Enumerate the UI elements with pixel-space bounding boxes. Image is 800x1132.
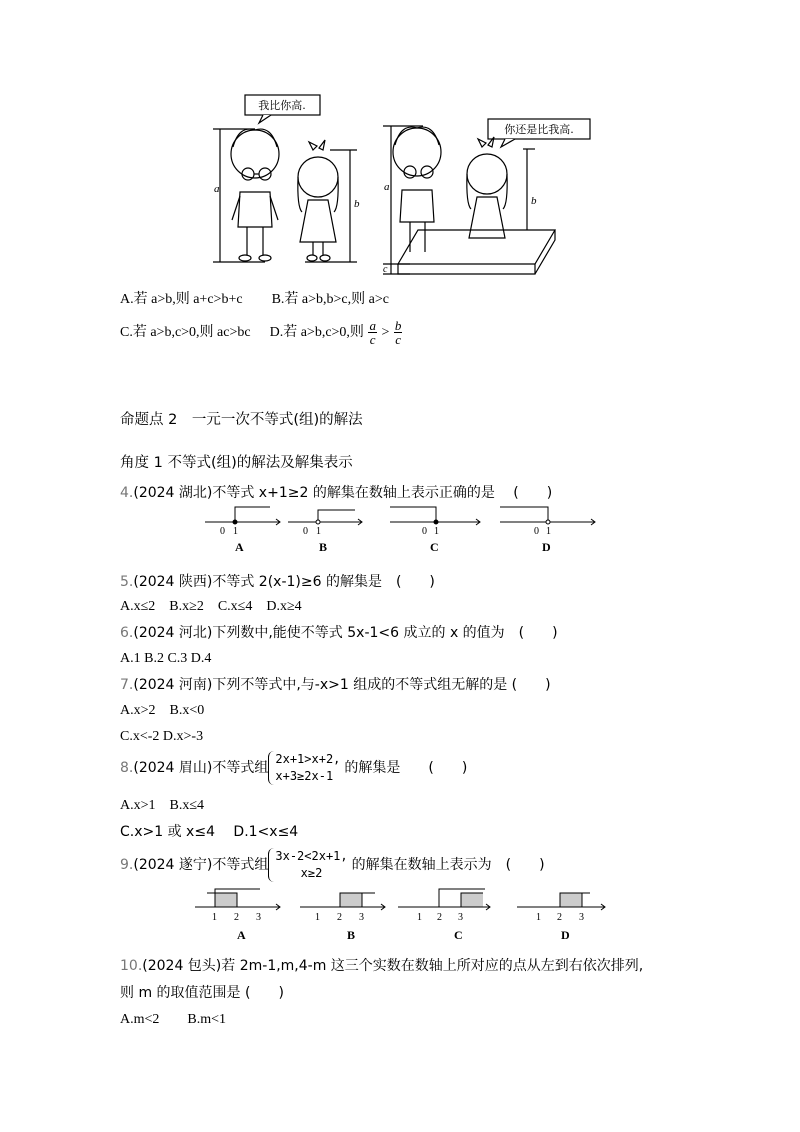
q4-label-d: D: [542, 540, 551, 554]
q6-text: (2024 河北)下列数中,能使不等式 5x-1<6 成立的 x 的值为 ( ): [133, 625, 558, 641]
q4b-tick-0: 0: [303, 526, 308, 537]
q6-options: A.1 B.2 C.3 D.4: [120, 651, 212, 666]
fraction-b-over-c: $\frac{b}{c}$: [394, 318, 402, 348]
q9c-tick-1: 1: [417, 912, 422, 923]
q10-options: A.m<2 B.m<1: [120, 1012, 227, 1027]
q8-options-2: C.x>1 或 x≤4 D.1<x≤4: [120, 824, 299, 840]
left-bubble-text: 我比你高.: [258, 99, 306, 112]
q9b-tick-2: 2: [337, 912, 342, 923]
q3-option-d-prefix: D.若 a>b,c>0,则: [269, 325, 364, 340]
q5-number: 5.: [120, 574, 134, 590]
q8-system: [268, 751, 343, 785]
q6-number: 6.: [120, 625, 134, 641]
height-comparison-illustration: [205, 92, 574, 282]
question-10: [120, 957, 643, 975]
cartoon-children-svg: [205, 92, 574, 282]
label-a-left: a: [214, 183, 220, 195]
q10-line2: 则 m 的取值范围是 ( ): [120, 985, 284, 1001]
q4c-tick-0: 0: [422, 526, 427, 537]
q8-number: 8.: [120, 760, 134, 776]
q4a-tick-0: 0: [220, 526, 225, 537]
q4b-tick-1: 1: [316, 526, 321, 537]
question-4: [120, 484, 552, 502]
q4d-tick-1: 1: [546, 526, 551, 537]
q9c-tick-2: 2: [437, 912, 442, 923]
q8-eq2: x+3≥2x-1: [275, 769, 334, 783]
q9-suffix: 的解集在数轴上表示为 ( ): [351, 857, 545, 873]
q4-label-a: A: [235, 540, 244, 554]
q9d-tick-2: 2: [557, 912, 562, 923]
q9-prefix: (2024 遂宁)不等式组: [133, 857, 269, 873]
q3-option-row-1: [120, 291, 389, 309]
angle-title: 角度 1 不等式(组)的解法及解集表示: [120, 455, 353, 471]
q3-option-b: B.若 a>b,b>c,则 a>c: [271, 292, 389, 307]
q8-prefix: (2024 眉山)不等式组: [133, 760, 269, 776]
q3-option-a: A.若 a>b,则 a+c>b+c: [120, 292, 243, 307]
q8-options-1: A.x>1 B.x≤4: [120, 798, 205, 813]
label-c: c: [383, 264, 388, 275]
q9a-tick-1: 1: [212, 912, 217, 923]
q9-label-c: C: [454, 928, 463, 942]
q7-options-1: A.x>2 B.x<0: [120, 703, 205, 718]
q9b-tick-3: 3: [359, 912, 364, 923]
q8-suffix: 的解集是 ( ): [344, 760, 468, 776]
q9-number-lines: [195, 885, 615, 945]
q7-text: (2024 河南)下列不等式中,与-x>1 组成的不等式组无解的是 ( ): [133, 677, 551, 693]
q7-options-2: C.x<-2 D.x>-3: [120, 729, 204, 744]
q10-number: 10.: [120, 958, 143, 974]
question-5: [120, 573, 435, 591]
label-a-right: a: [384, 181, 390, 193]
q9d-tick-1: 1: [536, 912, 541, 923]
question-9: [120, 847, 545, 883]
q4d-tick-0: 0: [534, 526, 539, 537]
q9-label-d: D: [561, 928, 570, 942]
question-6: [120, 624, 558, 642]
q4-text: (2024 湖北)不等式 x+1≥2 的解集在数轴上表示正确的是 ( ): [133, 485, 553, 501]
q8-eq1: 2x+1>x+2,: [275, 752, 341, 766]
q5-options: A.x≤2 B.x≥2 C.x≤4 D.x≥4: [120, 599, 302, 614]
q9-label-b: B: [347, 928, 356, 942]
q9c-tick-3: 3: [458, 912, 463, 923]
q4-number-lines: [200, 502, 605, 556]
q9a-tick-3: 3: [256, 912, 261, 923]
q4-number: 4.: [120, 485, 134, 501]
q4c-tick-1: 1: [434, 526, 439, 537]
q9a-tick-2: 2: [234, 912, 239, 923]
q9b-tick-1: 1: [315, 912, 320, 923]
question-7: [120, 676, 551, 694]
q7-number: 7.: [120, 677, 134, 693]
section-title: 命题点 2 一元一次不等式(组)的解法: [120, 412, 363, 428]
right-bubble-text: 你还是比我高.: [504, 123, 574, 136]
q3-option-row-2: [120, 318, 403, 348]
q4a-tick-1: 1: [233, 526, 238, 537]
q9-eq1: 3x-2<2x+1,: [275, 849, 348, 863]
q3-option-c: C.若 a>b,c>0,则 ac>bc: [120, 325, 251, 340]
q9-system: [268, 848, 350, 882]
q3-option-d-gt: >: [381, 325, 390, 340]
label-b-right: b: [531, 195, 537, 207]
q10-line1: (2024 包头)若 2m-1,m,4-m 这三个实数在数轴上所对应的点从左到右依次排列,: [142, 958, 644, 974]
fraction-a-over-c: $\frac{a}{c}$: [369, 318, 376, 348]
q4-label-c: C: [430, 540, 439, 554]
q9d-tick-3: 3: [579, 912, 584, 923]
q9-label-a: A: [237, 928, 246, 942]
question-8: [120, 750, 467, 786]
q4-label-b: B: [319, 540, 328, 554]
q5-text: (2024 陕西)不等式 2(x-1)≥6 的解集是 ( ): [133, 574, 435, 590]
q9-number: 9.: [120, 857, 134, 873]
q9-eq2: x≥2: [300, 866, 323, 880]
label-b-left: b: [354, 198, 360, 210]
